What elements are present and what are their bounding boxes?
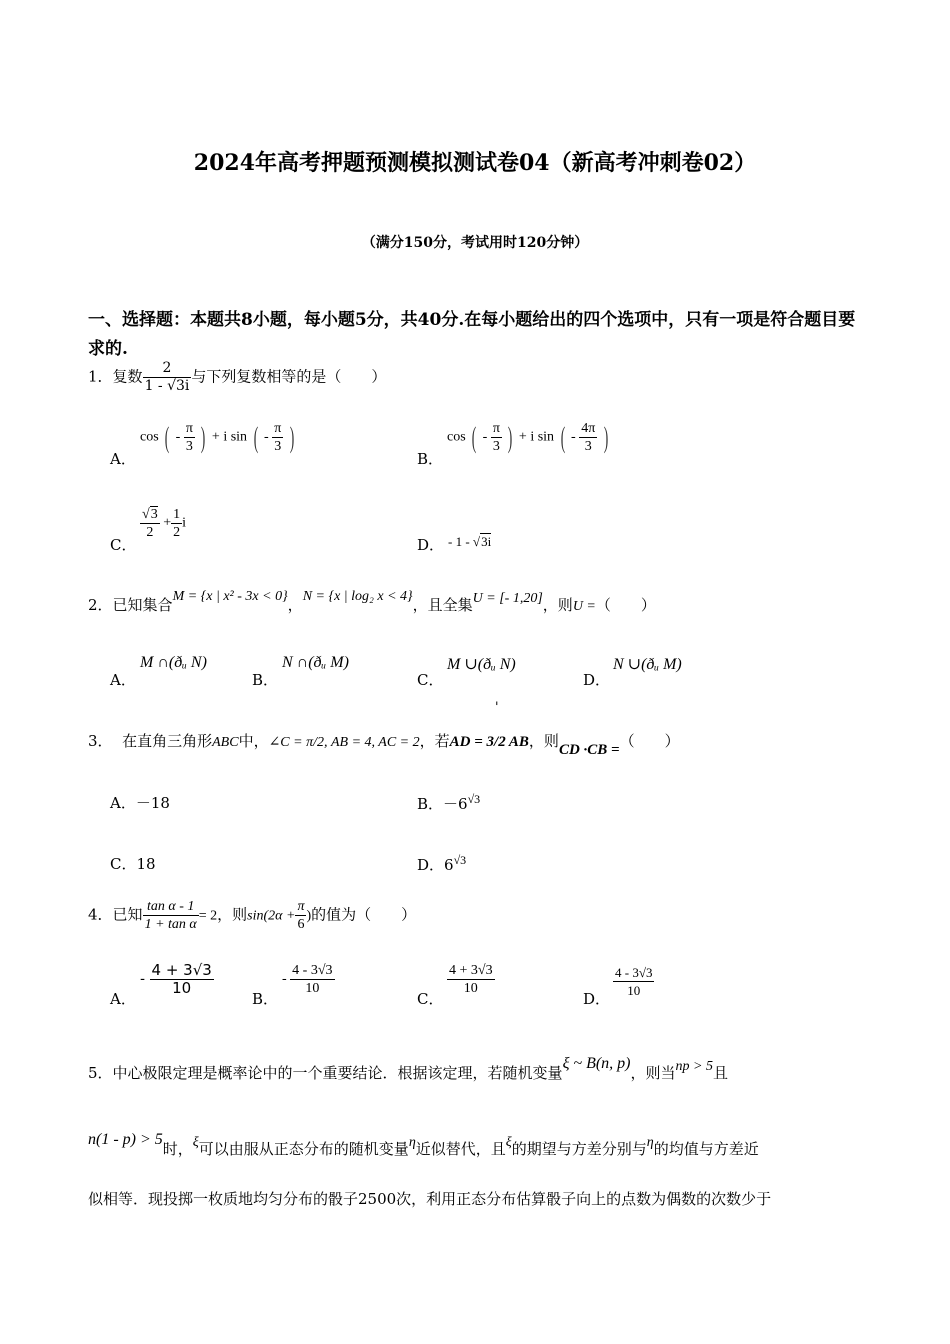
- numerator: 4 - 3√3: [292, 963, 333, 978]
- option-c-label: C．: [417, 671, 444, 689]
- denominator: 1 + tan α: [144, 917, 197, 932]
- denominator: 10: [150, 979, 214, 997]
- condition-np: np > 5: [675, 1059, 713, 1074]
- denominator: 3: [184, 437, 195, 455]
- option-a-label: A．: [110, 450, 136, 468]
- option-c-expression: [447, 962, 495, 997]
- numerator: π: [297, 899, 305, 914]
- option-a-label: A．: [110, 990, 136, 1008]
- dot-product: CD ·CB =: [558, 742, 620, 758]
- option-a-expression: M ∩(ðᵤ N): [140, 654, 207, 671]
- denominator: 3: [579, 437, 597, 455]
- xi-symbol: ξ: [505, 1135, 512, 1150]
- option-d-label: D．: [417, 536, 445, 554]
- answer-blank: （ ）: [595, 596, 656, 614]
- stray-mark: ': [495, 700, 499, 715]
- fraction: [143, 360, 192, 395]
- condition-nq: n(1 - p) > 5: [88, 1131, 163, 1148]
- fraction: [150, 962, 214, 997]
- fraction: [447, 962, 495, 997]
- question-text: ，若: [419, 732, 450, 750]
- option-b-expression: [282, 962, 335, 997]
- paren: ): [508, 420, 513, 454]
- radicand: 3: [150, 507, 158, 522]
- fraction: [613, 964, 654, 999]
- minus-sign: -: [571, 429, 576, 445]
- question-5-line-1: [88, 1055, 728, 1083]
- option-d: [417, 853, 466, 875]
- fraction: [171, 506, 182, 541]
- option-b-label: B．: [252, 990, 279, 1008]
- question-3: [88, 730, 680, 758]
- option-b-label: B．: [417, 450, 444, 468]
- denominator: 10: [613, 981, 654, 999]
- minus-sign: -: [175, 429, 181, 445]
- isin-label: + i sin: [211, 429, 248, 445]
- question-text: 复数: [112, 367, 143, 386]
- paren: (: [253, 420, 258, 454]
- option-c-label: C．: [110, 536, 137, 554]
- binomial-dist: ξ ~ B(n, p): [562, 1055, 631, 1072]
- numerator: tan α - 1: [146, 899, 195, 914]
- question-text: ，则: [217, 905, 248, 924]
- question-5-line-3: 似相等．现投掷一枚质地均匀分布的骰子2500次，利用正态分布估算骰子向上的点数为偶数的次数少于: [88, 1190, 772, 1208]
- numerator: π: [492, 421, 500, 436]
- option-b-expression: [447, 420, 611, 455]
- denominator: 1 - √3i: [144, 378, 190, 394]
- question-1: [88, 360, 386, 395]
- paren: (: [560, 420, 565, 454]
- imag-unit: i: [182, 515, 186, 531]
- minus-sign: -: [282, 971, 287, 987]
- option-d-label: D．: [583, 671, 611, 689]
- question-text: ，则当: [630, 1064, 676, 1082]
- option-a: A．－18: [110, 794, 170, 812]
- option-a-expression: [140, 420, 297, 455]
- fraction: [184, 420, 195, 455]
- fraction: [579, 420, 597, 455]
- triangle-name: ABC: [212, 735, 239, 750]
- question-5-line-2: [88, 1131, 759, 1159]
- denominator: 10: [290, 979, 334, 997]
- option-d-expression: - 1 - √3i: [448, 534, 492, 549]
- sqrt-sup: √3: [453, 853, 467, 867]
- isin-label: + i sin: [518, 429, 555, 445]
- numerator: 4 + 3√3: [151, 961, 212, 979]
- fraction: [295, 898, 306, 933]
- expr-part: - 1 -: [448, 534, 470, 549]
- question-text: 中，: [238, 732, 269, 750]
- section-heading: 一、选择题：本题共8小题，每小题5分，共40分.在每小题给出的四个选项中，只有一项是符合题目要求的.: [88, 310, 856, 359]
- answer-blank: （ ）: [619, 732, 680, 750]
- cos-label: cos: [447, 429, 466, 445]
- sin-expr: sin(2α +: [247, 908, 296, 924]
- question-text: 与下列复数相等的是（ ）: [191, 367, 387, 386]
- question-number: 3．: [88, 732, 113, 750]
- fraction: [290, 962, 334, 997]
- universal-set: U = [- 1,20]: [472, 591, 543, 606]
- fraction: [143, 898, 199, 933]
- eta-symbol: η: [646, 1135, 654, 1150]
- numerator: 4π: [581, 421, 596, 436]
- denominator: 3: [272, 437, 283, 455]
- minus-sign: -: [482, 429, 488, 445]
- numerator: π: [274, 421, 282, 436]
- question-text: 的期望与方差分别与: [511, 1140, 647, 1158]
- question-text: 且: [712, 1064, 728, 1082]
- page-title: 2024年高考押题预测模拟测试卷04（新高考冲刺卷02）: [193, 150, 757, 176]
- denominator: 2: [140, 523, 160, 541]
- question-text: 近似替代，且: [415, 1140, 506, 1158]
- option-c-label: C．: [417, 990, 444, 1008]
- paren: (: [471, 420, 477, 454]
- option-c-expression: [140, 506, 186, 541]
- exam-info: （满分150分，考试用时120分钟）: [361, 235, 589, 251]
- option-c: C．18: [110, 855, 156, 873]
- option-d-text: D．6: [417, 856, 454, 874]
- minus-sign: -: [264, 429, 269, 445]
- paren: (: [164, 420, 170, 454]
- option-d-label: D．: [583, 990, 611, 1008]
- option-a-expression: [140, 962, 214, 997]
- vector-condition: AD = 3/2 AB: [449, 734, 529, 750]
- fraction: [140, 506, 160, 541]
- denominator: 2: [173, 525, 181, 540]
- numerator: 1: [173, 507, 181, 522]
- numerator: √3: [142, 507, 158, 522]
- option-b-label: B．: [252, 671, 279, 689]
- set-n: N = {x | log₂ x < 4}: [302, 589, 413, 604]
- question-text: 中心极限定理是概率论中的一个重要结论．根据该定理，若随机变量: [112, 1064, 563, 1082]
- option-b-expression: N ∩(ðᵤ M): [282, 654, 349, 671]
- option-d-expression: N ∪(ðᵤ M): [613, 656, 682, 673]
- condition: ∠C = π/2, AB = 4, AC = 2: [268, 735, 420, 750]
- cos-label: cos: [140, 429, 159, 445]
- question-text: 在直角三角形: [122, 732, 213, 750]
- question-text: ，则: [528, 732, 559, 750]
- numerator: 4 + 3√3: [449, 963, 493, 978]
- radicand: 3i: [481, 534, 492, 549]
- option-d-expression: [613, 964, 654, 999]
- question-number: 2．: [88, 596, 113, 614]
- question-text: 已知集合: [112, 596, 173, 614]
- denominator: 3: [491, 437, 502, 455]
- paren: ): [289, 420, 295, 454]
- option-b-text: B．－6: [417, 795, 468, 813]
- denominator: 6: [295, 915, 306, 933]
- answer-expr: U =: [572, 599, 596, 614]
- paren: ): [603, 420, 609, 454]
- minus-sign: -: [140, 971, 146, 988]
- question-text: ，则: [542, 596, 573, 614]
- question-2: [88, 589, 656, 615]
- set-m: M = {x | x² - 3x < 0}: [172, 589, 288, 604]
- question-text: 的值为（ ）: [311, 905, 417, 924]
- plus-sign: +: [163, 515, 172, 531]
- question-text: 时，: [162, 1140, 193, 1158]
- question-text: ，且全集: [412, 596, 473, 614]
- xi-symbol: ξ: [192, 1135, 199, 1150]
- question-text: 的均值与方差近: [653, 1140, 759, 1158]
- option-c-expression: M ∪(ðᵤ N): [447, 656, 516, 673]
- question-number: 4．: [88, 905, 113, 924]
- fraction: [272, 420, 283, 455]
- option-b: [417, 792, 480, 814]
- numerator: π: [185, 421, 193, 436]
- numerator: 2: [162, 360, 172, 376]
- sqrt-sup: √3: [467, 792, 481, 806]
- fraction: [491, 420, 502, 455]
- numerator: 4 - 3√3: [615, 965, 653, 980]
- question-number: 5．: [88, 1064, 113, 1082]
- eta-symbol: η: [408, 1135, 416, 1150]
- question-text: 可以由服从正态分布的随机变量: [198, 1140, 409, 1158]
- question-4: [88, 898, 416, 933]
- punct: ，: [287, 596, 303, 614]
- equals: = 2: [198, 908, 218, 924]
- question-number: 1．: [88, 367, 113, 386]
- question-text: 已知: [112, 905, 143, 924]
- paren: ): [201, 420, 206, 454]
- denominator: 10: [447, 979, 495, 997]
- paren: ): [306, 908, 312, 924]
- option-a-label: A．: [110, 671, 136, 689]
